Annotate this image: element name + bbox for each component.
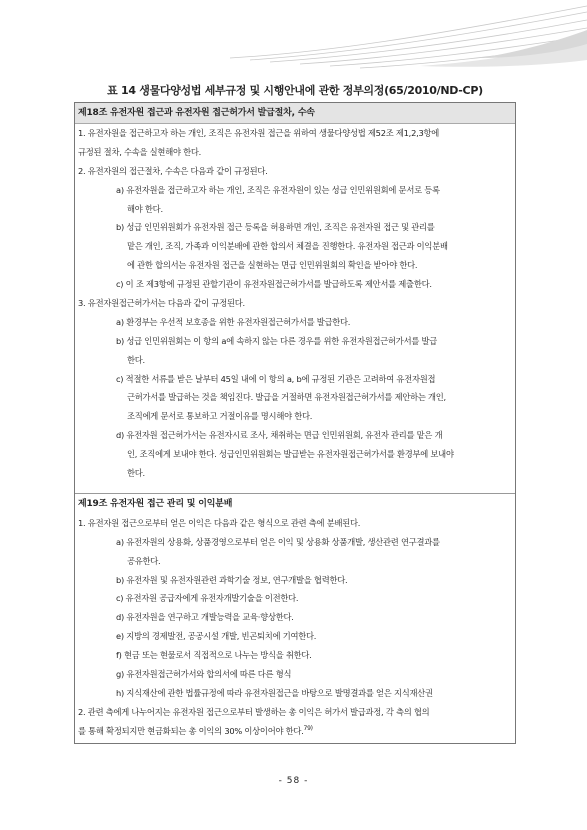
text-line	[75, 162, 515, 181]
line-text: 맡은 개인, 조직, 가족과 이익분배에 관한 합의서 체결을 진행한다. 유전자원 접근과 이익분배	[127, 241, 448, 252]
text-line	[75, 294, 515, 313]
line-text: a) 유전자원을 접근하고자 하는 개인, 조직은 유전자원이 있는 성급 인민위원회에 문서로 등록	[116, 184, 440, 195]
line-text: 2. 관련 측에게 나누어지는 유전자원 접근으로부터 발생하는 총 이익은 허가서 발급과정, 각 측의 협의	[78, 706, 430, 717]
text-line	[75, 351, 515, 370]
text-line	[75, 407, 515, 426]
text-line	[75, 627, 515, 646]
line-text: 에 관한 합의서는 유전자원 접근을 실현하는 면급 인민위원회의 확인을 받아야 한다.	[127, 260, 418, 271]
line-text: 공유한다.	[127, 555, 161, 566]
line-text: 근허가서를 발급하는 것을 책임진다. 발급을 거절하면 유전자원접근허가서를 제안하는 개인,	[127, 392, 446, 403]
line-text: 2. 유전자원의 접근절차, 수속은 다음과 같이 규정된다.	[78, 165, 268, 176]
line-text: d) 유전자원 접근허가서는 유전자시료 조사, 채취하는 면급 인민위원회, 유전자 관리를 맡은 개	[116, 430, 443, 441]
text-line	[75, 143, 515, 162]
text-line	[75, 445, 515, 464]
text-line	[75, 589, 515, 608]
text-line	[75, 703, 515, 722]
line-text: b) 성급 인민위원회가 유전자원 접근 등록을 허용하면 개인, 조직은 유전자원 접근 및 관리를	[116, 222, 435, 233]
text-line	[75, 370, 515, 389]
text-line	[75, 722, 515, 741]
line-text: e) 지방의 경제발전, 공공시설 개발, 빈곤퇴치에 기여한다.	[116, 631, 317, 642]
line-text: c) 이 조 제3항에 규정된 관할기관이 유전자원접근허가서를 발급하도록 제안서를 제출한다.	[116, 279, 432, 290]
text-line	[75, 464, 515, 483]
text-line	[75, 237, 515, 256]
line-text: 1. 유전자원을 접근하고자 하는 개인, 조직은 유전자원 접근을 위하여 생물다양성법 제52조 제1,2,3항에	[78, 128, 440, 138]
line-text: 를 통해 확정되지만 현금화되는 총 이익의 30% 이상이어야 한다.	[78, 725, 304, 736]
line-text: 조직에게 문서로 통보하고 거절이유를 명시해야 한다.	[127, 411, 313, 422]
text-line	[75, 313, 515, 332]
line-text: c) 적절한 서류를 받은 날부터 45일 내에 이 항의 a, b에 규정된 기관은 고려하여 유전자원접	[116, 373, 436, 384]
text-line	[75, 181, 515, 200]
text-line	[75, 332, 515, 351]
article19-heading: 제19조 유전자원 접근 관리 및 이익분배	[75, 493, 515, 514]
regulation-table	[74, 102, 516, 744]
line-text: b) 성급 인민위원회는 이 항의 a에 속하지 않는 다른 경우를 위한 유전자원접근허가서를 발급	[116, 335, 438, 346]
text-line	[75, 646, 515, 665]
text-line	[75, 684, 515, 703]
text-line	[75, 514, 515, 533]
text-line	[75, 608, 515, 627]
text-line	[75, 571, 515, 590]
line-text: g) 유전자원접근허가서와 합의서에 따른 다른 형식	[116, 669, 292, 680]
text-line	[75, 218, 515, 237]
article19-body	[75, 514, 515, 741]
table-title: 표 14 생물다양성법 세부규정 및 시행안내에 관한 정부의정(65/2010/ND-CP)	[107, 84, 483, 97]
text-line	[75, 200, 515, 219]
text-line	[75, 533, 515, 552]
line-text: 1. 유전자원 접근으로부터 얻은 이익은 다음과 같은 형식으로 관련 측에 분배된다.	[78, 517, 361, 528]
line-text: d) 유전자원을 연구하고 개발능력을 교육·향상한다.	[116, 612, 294, 623]
article18-heading: 제18조 유전자원 접근과 유전자원 접근허가서 발급절차, 수속	[75, 103, 515, 124]
text-line	[75, 426, 515, 445]
line-text: c) 유전자원 공급자에게 유전자개발기술을 이전한다.	[116, 593, 299, 604]
header-swoosh-decoration	[0, 0, 587, 80]
text-line	[75, 275, 515, 294]
line-text: a) 환경부는 우선적 보호종을 위한 유전자원접근허가서를 발급한다.	[116, 316, 351, 327]
line-text: 한다.	[127, 354, 145, 365]
page-number: - 58 -	[278, 776, 309, 786]
text-line	[75, 124, 515, 143]
line-text: 해야 한다.	[127, 203, 163, 214]
line-text: 3. 유전자원접근허가서는 다음과 같이 규정된다.	[78, 298, 245, 309]
text-line	[75, 256, 515, 275]
line-text: h) 지식재산에 관한 법률규정에 따라 유전자원접근을 바탕으로 발명결과를 얻은 지식재산권	[116, 687, 433, 698]
article18-body	[75, 124, 515, 483]
line-text: b) 유전자원 및 유전자원관련 과학기술 정보, 연구개발을 협력한다.	[116, 574, 348, 585]
line-text: f) 현금 또는 현물로서 직접적으로 나누는 방식을 취한다.	[116, 650, 312, 661]
line-text: 인, 조직에게 보내야 한다. 성급인민위원회는 발급받는 유전자원접근허가서를 환경부에 보내야	[127, 449, 454, 460]
text-line	[75, 388, 515, 407]
line-text: a) 유전자원의 상용화, 상품경영으로부터 얻은 이익 및 상용화 상품개발, 생산관련 연구결과를	[116, 536, 440, 547]
text-line	[75, 552, 515, 571]
line-text: 한다.	[127, 468, 145, 479]
line-text: 규정된 절차, 수속을 실현해야 한다.	[78, 146, 202, 157]
footnote-marker[interactable]: 79)	[303, 724, 313, 732]
text-line	[75, 665, 515, 684]
